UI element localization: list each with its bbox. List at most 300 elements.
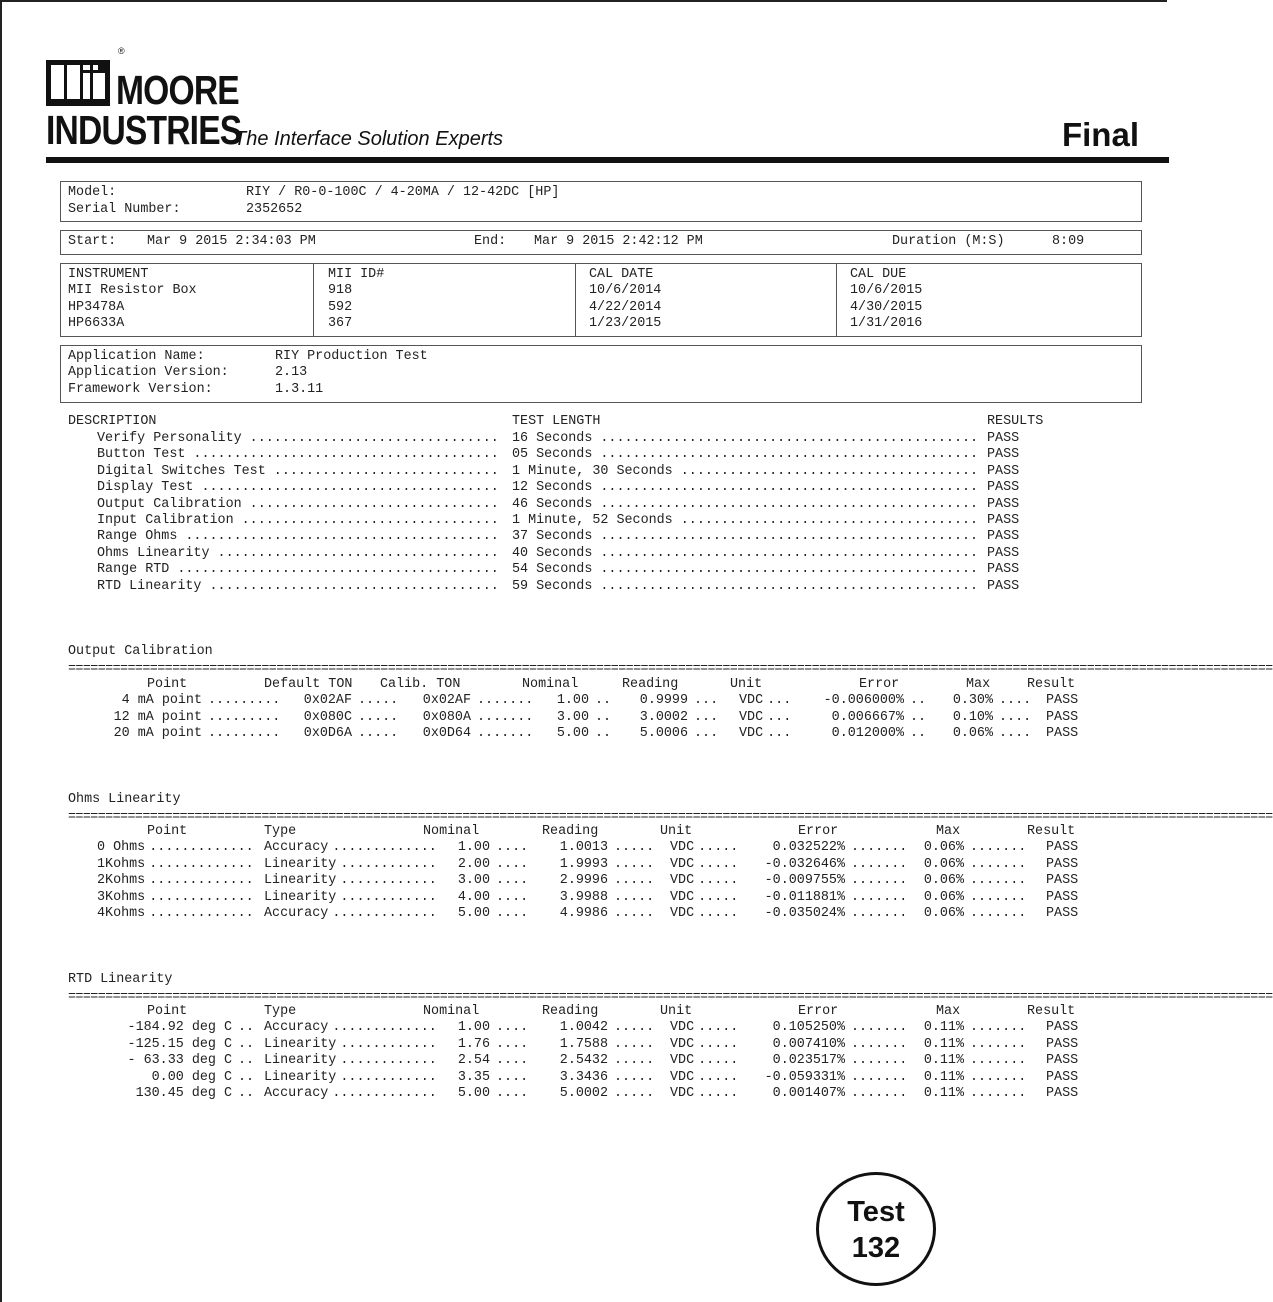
instrument-cell: HP6633A	[68, 316, 125, 332]
table-cell: 0x02AF	[422, 693, 471, 709]
table-cell: 0x0D6A	[303, 726, 352, 742]
table-cell: 0.10%	[952, 709, 993, 725]
moore-logo-mark-icon	[46, 60, 110, 106]
table-cell: PASS	[1046, 906, 1079, 921]
dot-leader: .........	[208, 693, 281, 709]
summary-description: Verify Personality ...............................	[97, 431, 499, 446]
table-cell: 0x080A	[422, 709, 471, 725]
table-cell: 3.35	[457, 1069, 490, 1085]
summary-description: Input Calibration ................................	[97, 513, 499, 528]
summary-description: RTD Linearity ....................................	[97, 578, 499, 594]
summary-description: Display Test .....................................	[97, 480, 499, 496]
column-header: Unit	[660, 1004, 693, 1019]
dot-leader: .......	[851, 1086, 908, 1101]
table-cell: -0.035024%	[764, 906, 845, 921]
table-cell: PASS	[1046, 1069, 1079, 1085]
table-cell: 4 mA point	[121, 693, 202, 709]
dot-leader: ....	[496, 1086, 529, 1101]
table-cell: 0.06%	[923, 873, 964, 889]
table-cell: 0.007410%	[772, 1036, 845, 1052]
table-cell: 0.06%	[923, 889, 964, 905]
dot-leader: ..	[595, 693, 612, 709]
table-cell: 0.06%	[923, 906, 964, 921]
column-divider	[313, 264, 314, 336]
table-cell: 2.00	[457, 856, 490, 872]
table-cell: 1.76	[457, 1036, 490, 1052]
table-cell: 0.11%	[923, 1086, 964, 1101]
table-cell: -184.92 deg C	[127, 1020, 232, 1036]
cal-due-cell: 1/31/2016	[850, 316, 923, 332]
dot-leader: .....	[614, 873, 655, 889]
ohms-linearity-title: Ohms Linearity	[68, 792, 181, 807]
dot-leader: .......	[970, 1036, 1027, 1052]
table-cell: 0.012000%	[831, 726, 904, 742]
logo-text-moore: MOORE	[116, 67, 239, 113]
table-cell: -0.009755%	[764, 873, 845, 889]
dot-leader: ....	[496, 889, 529, 905]
table-cell: 1.00	[556, 693, 589, 709]
dot-leader: .......	[851, 856, 908, 872]
dot-leader: .....	[698, 840, 739, 856]
column-header: Error	[798, 824, 839, 839]
dot-leader: ....	[496, 1020, 529, 1036]
table-cell: 0.30%	[952, 693, 993, 709]
duration-label: Duration (M:S)	[892, 234, 1005, 249]
dot-leader: .......	[851, 840, 908, 856]
dot-leader: .....	[614, 840, 655, 856]
table-cell: 1.0042	[559, 1020, 608, 1036]
cal-date-header: CAL DATE	[589, 267, 654, 282]
dot-leader: .........	[208, 726, 281, 742]
dot-leader: .............	[149, 906, 254, 921]
table-cell: 0.06%	[923, 856, 964, 872]
table-cell: VDC	[739, 693, 764, 709]
dot-leader: .......	[970, 856, 1027, 872]
serial-label: Serial Number:	[68, 202, 181, 217]
dot-leader: ............	[340, 1069, 437, 1085]
company-tagline: The Interface Solution Experts	[234, 128, 504, 150]
table-cell: VDC	[670, 1069, 695, 1085]
table-cell: VDC	[670, 906, 695, 921]
table-cell: 4.00	[457, 889, 490, 905]
table-cell: -0.006000%	[823, 693, 904, 709]
dot-leader: .......	[970, 906, 1027, 921]
column-header: Type	[264, 824, 297, 839]
table-cell: 2.9996	[559, 873, 608, 889]
test-stamp	[816, 1172, 936, 1286]
app-name-value: RIY Production Test	[275, 349, 428, 364]
table-cell: Accuracy	[264, 906, 329, 921]
column-header: Result	[1027, 824, 1076, 839]
table-cell: 3Kohms	[97, 889, 146, 905]
table-cell: 0.06%	[923, 840, 964, 856]
table-cell: 0.11%	[923, 1020, 964, 1036]
dot-leader: ..	[910, 709, 927, 725]
summary-test-length: 40 Seconds ...............................................	[512, 545, 979, 561]
table-cell: VDC	[670, 1020, 695, 1036]
table-cell: 1.7588	[559, 1036, 608, 1052]
dot-leader: ..	[910, 693, 927, 709]
table-cell: 130.45 deg C	[135, 1086, 232, 1101]
table-cell: 2.5432	[559, 1053, 608, 1069]
header-divider	[46, 157, 1169, 163]
dot-leader: ....	[496, 840, 529, 856]
framework-version-value: 1.3.11	[275, 381, 324, 397]
dot-leader: ..	[595, 709, 612, 725]
summary-result: PASS	[987, 545, 1020, 561]
table-cell: 0.11%	[923, 1053, 964, 1069]
column-header: Calib. TON	[380, 677, 461, 692]
summary-result: PASS	[987, 463, 1020, 479]
column-header: Nominal	[522, 677, 579, 692]
dot-leader: .....	[698, 1036, 739, 1052]
dot-leader: ....	[496, 1069, 529, 1085]
dot-leader: .....	[614, 856, 655, 872]
dot-leader: ..	[910, 726, 927, 742]
table-cell: 5.0006	[639, 726, 688, 742]
dot-leader: ....	[496, 873, 529, 889]
app-version-label: Application Version:	[68, 365, 229, 381]
table-cell: 2.54	[457, 1053, 490, 1069]
table-cell: 0.023517%	[772, 1053, 845, 1069]
model-label: Model:	[68, 185, 117, 200]
instrument-table	[60, 263, 1142, 337]
table-cell: VDC	[670, 873, 695, 889]
summary-test-length: 59 Seconds ...............................................	[512, 578, 979, 594]
summary-result: PASS	[987, 431, 1020, 446]
dot-leader: ...	[767, 726, 792, 742]
dot-leader: .......	[970, 1053, 1027, 1069]
table-cell: 3.9988	[559, 889, 608, 905]
dot-leader: ..	[238, 1086, 255, 1101]
dot-leader: .......	[851, 1036, 908, 1052]
dot-leader: .....	[698, 1053, 739, 1069]
table-cell: PASS	[1046, 693, 1079, 709]
summary-test-length: 1 Minute, 52 Seconds .....................................	[512, 513, 979, 528]
table-cell: Linearity	[264, 856, 337, 872]
duration-value: 8:09	[1052, 234, 1085, 249]
table-cell: Linearity	[264, 1069, 337, 1085]
column-header: Default TON	[264, 677, 353, 692]
summary-test-length: 12 Seconds ...............................................	[512, 480, 979, 496]
summary-test-length: 16 Seconds ...............................................	[512, 431, 979, 446]
dot-leader: .....	[358, 726, 399, 742]
serial-value: 2352652	[246, 202, 303, 217]
dot-leader: .....	[358, 693, 399, 709]
table-cell: - 63.33 deg C	[127, 1053, 232, 1069]
column-header: Reading	[622, 677, 679, 692]
table-cell: Linearity	[264, 889, 337, 905]
table-cell: 1.00	[457, 840, 490, 856]
summary-result: PASS	[987, 529, 1020, 545]
dot-leader: .............	[149, 873, 254, 889]
app-name-label: Application Name:	[68, 349, 205, 364]
dot-leader: .............	[332, 1020, 437, 1036]
dot-leader: ....	[999, 726, 1032, 742]
table-cell: -0.059331%	[764, 1069, 845, 1085]
table-cell: 0x02AF	[303, 693, 352, 709]
table-cell: 5.0002	[559, 1086, 608, 1101]
dot-leader: .......	[477, 709, 534, 725]
table-cell: 3.00	[457, 873, 490, 889]
dot-leader: .........	[208, 709, 281, 725]
dot-leader: ............	[340, 873, 437, 889]
registered-mark: ®	[118, 46, 125, 56]
dot-leader: ...	[694, 726, 719, 742]
dot-leader: ............	[340, 889, 437, 905]
instrument-header: INSTRUMENT	[68, 267, 149, 282]
output-calibration-title: Output Calibration	[68, 644, 213, 659]
dot-leader: ....	[496, 856, 529, 872]
summary-test-length: 05 Seconds ...............................................	[512, 447, 979, 463]
dot-leader: .......	[970, 873, 1027, 889]
table-cell: 4Kohms	[97, 906, 146, 921]
dot-leader: ...	[767, 709, 792, 725]
section-rule: ==================================================================================================================================================================	[68, 662, 1273, 677]
table-cell: PASS	[1046, 856, 1079, 872]
dot-leader: .......	[970, 889, 1027, 905]
table-cell: 1Kohms	[97, 856, 146, 872]
column-header: Max	[936, 824, 961, 839]
dot-leader: .....	[614, 1053, 655, 1069]
table-cell: Accuracy	[264, 1020, 329, 1036]
table-cell: 1.00	[457, 1020, 490, 1036]
table-cell: 0.11%	[923, 1036, 964, 1052]
instrument-cell: MII Resistor Box	[68, 283, 197, 299]
cal-due-cell: 10/6/2015	[850, 283, 923, 299]
column-header: Max	[966, 677, 991, 692]
dot-leader: .......	[970, 840, 1027, 856]
stamp-line-2: 132	[851, 1232, 901, 1264]
summary-result: PASS	[987, 480, 1020, 496]
table-cell: 0.9999	[639, 693, 688, 709]
table-cell: 0.06%	[952, 726, 993, 742]
logo-text-industries: INDUSTRIES	[46, 107, 242, 153]
dot-leader: .......	[851, 1053, 908, 1069]
column-divider	[836, 264, 837, 336]
section-rule: ==================================================================================================================================================================	[68, 810, 1273, 825]
table-cell: 0.00 deg C	[151, 1069, 232, 1085]
column-header: Point	[147, 1004, 188, 1019]
table-cell: -0.032646%	[764, 856, 845, 872]
dot-leader: .....	[698, 873, 739, 889]
dot-leader: .......	[970, 1069, 1027, 1085]
table-cell: VDC	[670, 1086, 695, 1101]
dot-leader: ............	[340, 1036, 437, 1052]
column-header: Point	[147, 824, 188, 839]
dot-leader: .............	[332, 1086, 437, 1101]
table-cell: VDC	[739, 726, 764, 742]
table-cell: PASS	[1046, 840, 1079, 856]
dot-leader: ..	[238, 1069, 255, 1085]
summary-description: Button Test ......................................	[97, 447, 499, 463]
dot-leader: .....	[614, 906, 655, 921]
dot-leader: .......	[851, 906, 908, 921]
table-cell: 12 mA point	[113, 709, 202, 725]
dot-leader: .....	[698, 1069, 739, 1085]
dot-leader: ............	[340, 856, 437, 872]
table-cell: VDC	[670, 889, 695, 905]
table-cell: 0x080C	[303, 709, 352, 725]
table-cell: Linearity	[264, 873, 337, 889]
table-cell: Linearity	[264, 1036, 337, 1052]
dot-leader: .....	[698, 889, 739, 905]
table-cell: -125.15 deg C	[127, 1036, 232, 1052]
dot-leader: .......	[477, 693, 534, 709]
summary-description: Output Calibration ...............................	[97, 496, 499, 512]
summary-result: PASS	[987, 578, 1020, 594]
dot-leader: .....	[614, 1086, 655, 1101]
dot-leader: .....	[614, 889, 655, 905]
table-cell: Accuracy	[264, 1086, 329, 1101]
table-cell: 4.9986	[559, 906, 608, 921]
dot-leader: .......	[970, 1020, 1027, 1036]
table-cell: 0 Ohms	[97, 840, 146, 856]
model-value: RIY / R0-0-100C / 4-20MA / 12-42DC [HP]	[246, 185, 560, 200]
application-info-box	[60, 345, 1142, 403]
stamp-line-1: Test	[847, 1196, 905, 1228]
cal-date-cell: 10/6/2014	[589, 283, 662, 299]
dot-leader: ..	[238, 1020, 255, 1036]
table-cell: 3.00	[556, 709, 589, 725]
dot-leader: .............	[332, 906, 437, 921]
dot-leader: ...	[694, 709, 719, 725]
column-header: Result	[1027, 1004, 1076, 1019]
start-value: Mar 9 2015 2:34:03 PM	[147, 234, 316, 249]
dot-leader: .............	[149, 840, 254, 856]
dot-leader: .....	[698, 1086, 739, 1101]
table-cell: 5.00	[457, 1086, 490, 1101]
dot-leader: .......	[851, 1069, 908, 1085]
column-header: Point	[147, 677, 188, 692]
dot-leader: ...	[694, 693, 719, 709]
table-cell: PASS	[1046, 1086, 1079, 1101]
summary-description: Ohms Linearity ...................................	[97, 545, 499, 561]
table-cell: 1.9993	[559, 856, 608, 872]
column-header: Unit	[660, 824, 693, 839]
dot-leader: .....	[358, 709, 399, 725]
dot-leader: ..	[238, 1053, 255, 1069]
dot-leader: .....	[698, 1020, 739, 1036]
summary-description: Range RTD ........................................	[97, 562, 499, 578]
test-length-header: TEST LENGTH	[512, 414, 601, 429]
dot-leader: .....	[614, 1020, 655, 1036]
cal-due-cell: 4/30/2015	[850, 299, 923, 315]
table-cell: 20 mA point	[113, 726, 202, 742]
dot-leader: .......	[970, 1086, 1027, 1101]
table-cell: PASS	[1046, 889, 1079, 905]
mii-id-cell: 918	[328, 283, 353, 299]
description-header: DESCRIPTION	[68, 414, 157, 429]
timing-box	[60, 230, 1142, 255]
cal-due-header: CAL DUE	[850, 267, 907, 282]
start-label: Start:	[68, 234, 117, 249]
table-cell: PASS	[1046, 726, 1079, 742]
instrument-cell: HP3478A	[68, 299, 125, 315]
table-cell: PASS	[1046, 1020, 1079, 1036]
mii-id-cell: 592	[328, 299, 353, 315]
column-header: Unit	[730, 677, 763, 692]
table-cell: 0x0D64	[422, 726, 471, 742]
column-header: Error	[798, 1004, 839, 1019]
table-cell: PASS	[1046, 1053, 1079, 1069]
table-cell: 1.0013	[559, 840, 608, 856]
table-cell: VDC	[739, 709, 764, 725]
table-cell: PASS	[1046, 1036, 1079, 1052]
summary-test-length: 46 Seconds ...............................................	[512, 496, 979, 512]
dot-leader: .......	[851, 889, 908, 905]
dot-leader: .............	[332, 840, 437, 856]
dot-leader: .......	[851, 1020, 908, 1036]
dot-leader: .......	[851, 873, 908, 889]
table-cell: PASS	[1046, 873, 1079, 889]
table-cell: VDC	[670, 856, 695, 872]
table-cell: 5.00	[556, 726, 589, 742]
column-header: Type	[264, 1004, 297, 1019]
end-label: End:	[474, 234, 507, 249]
table-cell: 0.11%	[923, 1069, 964, 1085]
dot-leader: .....	[698, 906, 739, 921]
table-cell: 0.032522%	[772, 840, 845, 856]
column-header: Nominal	[423, 824, 480, 839]
column-header: Reading	[542, 824, 599, 839]
summary-result: PASS	[987, 513, 1020, 528]
table-cell: 3.0002	[639, 709, 688, 725]
summary-description: Range Ohms .......................................	[97, 529, 499, 545]
dot-leader: .....	[614, 1036, 655, 1052]
mii-id-header: MII ID#	[328, 267, 385, 282]
column-header: Max	[936, 1004, 961, 1019]
summary-test-length: 1 Minute, 30 Seconds .....................................	[512, 463, 979, 479]
table-cell: VDC	[670, 1036, 695, 1052]
summary-result: PASS	[987, 496, 1020, 512]
dot-leader: ...	[767, 693, 792, 709]
dot-leader: .......	[477, 726, 534, 742]
table-cell: Linearity	[264, 1053, 337, 1069]
dot-leader: .....	[614, 1069, 655, 1085]
results-header: RESULTS	[987, 414, 1044, 429]
dot-leader: ....	[496, 906, 529, 921]
table-cell: PASS	[1046, 709, 1079, 725]
column-header: Error	[859, 677, 900, 692]
column-header: Nominal	[423, 1004, 480, 1019]
cal-date-cell: 1/23/2015	[589, 316, 662, 332]
table-cell: 3.3436	[559, 1069, 608, 1085]
table-cell: 0.105250%	[772, 1020, 845, 1036]
dot-leader: ..	[238, 1036, 255, 1052]
dot-leader: ....	[496, 1036, 529, 1052]
dot-leader: .............	[149, 889, 254, 905]
table-cell: 0.006667%	[831, 709, 904, 725]
dot-leader: ............	[340, 1053, 437, 1069]
summary-test-length: 37 Seconds ...............................................	[512, 529, 979, 545]
summary-result: PASS	[987, 562, 1020, 578]
dot-leader: .....	[698, 856, 739, 872]
mii-id-cell: 367	[328, 316, 353, 332]
unit-info-box	[60, 181, 1142, 222]
report-status-label: Final	[1061, 116, 1139, 153]
summary-result: PASS	[987, 447, 1020, 463]
dot-leader: ..	[595, 726, 612, 742]
rtd-linearity-title: RTD Linearity	[68, 972, 173, 987]
table-cell: 0.001407%	[772, 1086, 845, 1101]
table-cell: 5.00	[457, 906, 490, 921]
dot-leader: ....	[496, 1053, 529, 1069]
end-value: Mar 9 2015 2:42:12 PM	[534, 234, 703, 249]
table-cell: VDC	[670, 1053, 695, 1069]
dot-leader: .............	[149, 856, 254, 872]
table-cell: -0.011881%	[764, 889, 845, 905]
